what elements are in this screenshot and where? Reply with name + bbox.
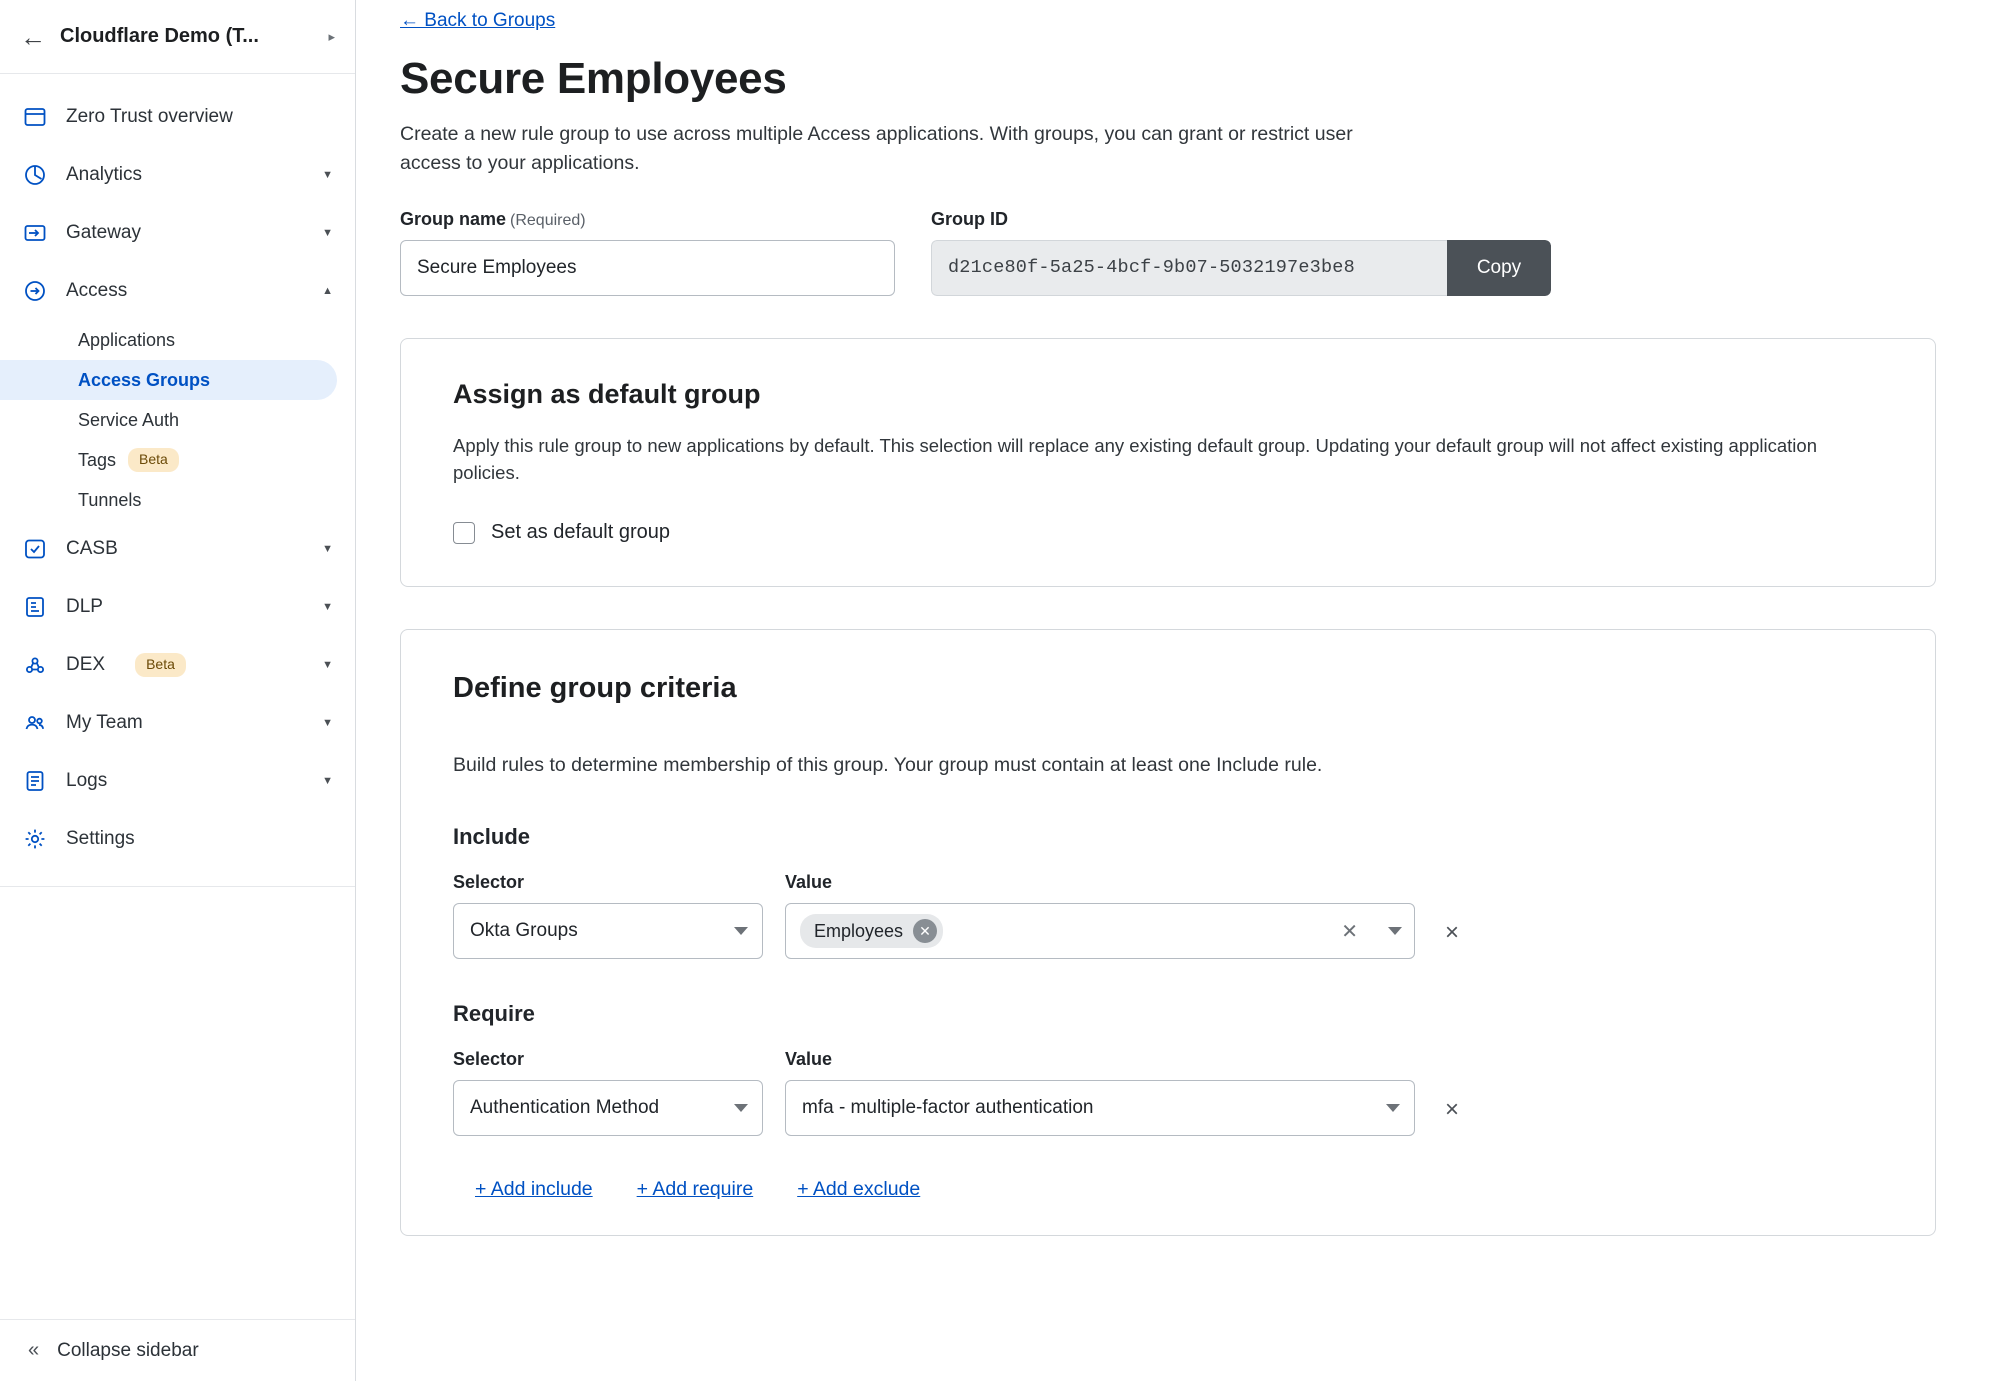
chevron-down-icon[interactable]: ▼ xyxy=(322,601,333,613)
include-selector-label: Selector xyxy=(453,872,525,893)
back-to-groups-link[interactable]: ← Back to Groups xyxy=(400,10,556,31)
include-heading: Include xyxy=(453,824,531,850)
set-default-group-row[interactable] xyxy=(453,521,1883,544)
assign-default-group-card xyxy=(400,338,1936,588)
chevron-down-icon[interactable]: ▼ xyxy=(322,717,333,729)
include-value-chip-label: Employees xyxy=(814,920,904,941)
include-value-chip[interactable] xyxy=(800,914,943,948)
include-rule-row xyxy=(453,872,1883,959)
copy-button[interactable]: Copy xyxy=(1447,240,1551,296)
page-description: Create a new rule group to use across multiple Access applications. With groups, you can grant or restrict user access to your applications. xyxy=(400,123,1353,175)
group-id-label: Group ID xyxy=(931,208,1008,229)
sidebar-item-label: Access xyxy=(66,280,128,301)
sidebar-item-label: Settings xyxy=(66,828,135,849)
include-selector-dropdown[interactable] xyxy=(453,903,763,959)
page-title: Secure Employees xyxy=(400,54,787,103)
group-id-value: d21ce80f-5a25-4bcf-9b07-5032197e3be8 xyxy=(931,240,1447,296)
sidebar-item-label: Analytics xyxy=(66,164,143,185)
set-default-group-checkbox[interactable] xyxy=(453,522,475,544)
require-selector-label: Selector xyxy=(453,1049,525,1070)
sidebar-item-label: DLP xyxy=(66,596,103,617)
beta-badge: Beta xyxy=(128,448,179,472)
overview-icon xyxy=(22,104,48,130)
gear-icon xyxy=(22,826,48,852)
include-value-multiselect[interactable] xyxy=(785,903,1415,959)
require-selector-group xyxy=(453,1049,763,1136)
require-heading: Require xyxy=(453,1001,535,1027)
add-rule-links xyxy=(453,1178,1883,1201)
group-name-label-text: Group name xyxy=(400,208,507,229)
require-value-value: mfa - multiple-factor authentication xyxy=(802,1097,1094,1119)
group-id-field xyxy=(931,209,1551,296)
gateway-icon xyxy=(22,220,48,246)
chevron-up-icon[interactable]: ▲ xyxy=(322,285,333,297)
analytics-icon xyxy=(22,162,48,188)
add-include-link[interactable]: + Add include xyxy=(475,1178,593,1201)
remove-require-rule-icon[interactable]: × xyxy=(1445,1096,1460,1124)
clear-selection-icon[interactable]: ✕ xyxy=(1341,920,1358,943)
group-name-required-note: (Required) xyxy=(510,211,586,229)
remove-include-rule-icon[interactable]: × xyxy=(1445,919,1460,947)
include-selector-value: Okta Groups xyxy=(470,920,578,942)
dlp-icon xyxy=(22,594,48,620)
set-default-group-label: Set as default group xyxy=(491,521,671,543)
sidebar-subitem-label: Tunnels xyxy=(78,489,142,510)
define-group-criteria-title: Define group criteria xyxy=(453,672,737,704)
assign-default-group-title: Assign as default group xyxy=(453,378,761,409)
chevron-down-icon[interactable]: ▼ xyxy=(322,169,333,181)
chevrons-left-icon: « xyxy=(28,1339,40,1361)
sidebar-item-gateway[interactable] xyxy=(0,204,355,262)
sidebar-item-casb[interactable] xyxy=(0,520,355,578)
collapse-sidebar-label: Collapse sidebar xyxy=(57,1339,199,1361)
sidebar-item-service-auth[interactable] xyxy=(0,400,337,440)
sidebar-item-access[interactable] xyxy=(0,262,355,320)
sidebar-item-settings[interactable] xyxy=(0,810,355,868)
sidebar-nav xyxy=(0,74,355,1381)
require-value-dropdown[interactable] xyxy=(785,1080,1415,1136)
chevron-right-icon[interactable]: ▸ xyxy=(328,28,335,44)
group-id-copy-wrap xyxy=(931,240,1551,296)
add-require-link[interactable]: + Add require xyxy=(636,1178,754,1201)
sidebar-item-label: My Team xyxy=(66,712,143,733)
sidebar-divider xyxy=(0,886,355,887)
include-value-group xyxy=(785,872,1415,959)
chevron-down-icon xyxy=(734,927,748,935)
require-rule-row xyxy=(453,1049,1883,1136)
logs-icon xyxy=(22,768,48,794)
casb-icon xyxy=(22,536,48,562)
require-value-label: Value xyxy=(785,1049,833,1070)
chevron-down-icon[interactable] xyxy=(1388,927,1402,935)
group-name-label xyxy=(400,209,895,230)
sidebar-item-dlp[interactable] xyxy=(0,578,355,636)
chevron-down-icon[interactable]: ▼ xyxy=(322,543,333,555)
sidebar-item-applications[interactable] xyxy=(0,320,337,360)
sidebar-item-label: Gateway xyxy=(66,222,141,243)
sidebar-item-tags[interactable] xyxy=(0,440,337,480)
sidebar-item-label: CASB xyxy=(66,538,118,559)
add-exclude-link[interactable]: + Add exclude xyxy=(797,1178,921,1201)
team-icon xyxy=(22,710,48,736)
sidebar-item-analytics[interactable] xyxy=(0,146,355,204)
group-identity-row xyxy=(400,209,1936,296)
require-selector-value: Authentication Method xyxy=(470,1097,660,1119)
group-name-input[interactable] xyxy=(400,240,895,296)
sidebar-item-dex[interactable] xyxy=(0,636,355,694)
chevron-down-icon[interactable]: ▼ xyxy=(322,659,333,671)
sidebar xyxy=(0,0,356,1381)
beta-badge: Beta xyxy=(135,653,186,677)
assign-default-group-description: Apply this rule group to new applications by default. This selection will replace any existing default group. Updating your default group will not affect existing application policies. xyxy=(453,434,1817,484)
chevron-down-icon[interactable]: ▼ xyxy=(322,775,333,787)
collapse-sidebar-button[interactable] xyxy=(0,1319,355,1381)
sidebar-subitem-label: Access Groups xyxy=(78,369,211,390)
sidebar-item-my-team[interactable] xyxy=(0,694,355,752)
sidebar-subitem-label: Tags xyxy=(78,449,117,470)
sidebar-subitem-label: Applications xyxy=(78,329,176,350)
main-content xyxy=(356,0,1999,1381)
chip-remove-icon[interactable]: ✕ xyxy=(913,919,937,943)
sidebar-item-label: Logs xyxy=(66,770,108,791)
define-group-criteria-card xyxy=(400,629,1936,1236)
require-value-group xyxy=(785,1049,1415,1136)
sidebar-item-zero-trust-overview[interactable] xyxy=(0,88,355,146)
sidebar-header xyxy=(0,0,355,74)
arrow-left-icon[interactable]: ← xyxy=(20,21,46,52)
access-icon xyxy=(22,278,48,304)
require-selector-dropdown[interactable] xyxy=(453,1080,763,1136)
chevron-down-icon[interactable]: ▼ xyxy=(322,227,333,239)
sidebar-item-logs[interactable] xyxy=(0,752,355,810)
sidebar-item-access-groups[interactable] xyxy=(0,360,337,400)
sidebar-subitem-label: Service Auth xyxy=(78,409,180,430)
group-name-field xyxy=(400,209,895,296)
define-group-criteria-description: Build rules to determine membership of this group. Your group must contain at least one Include rule. xyxy=(453,754,1323,776)
chevron-down-icon xyxy=(734,1104,748,1112)
include-selector-group xyxy=(453,872,763,959)
account-title: Cloudflare Demo (T... xyxy=(60,25,259,47)
sidebar-item-label: DEX xyxy=(66,654,106,675)
chevron-down-icon xyxy=(1386,1104,1400,1112)
dex-icon xyxy=(22,652,48,678)
include-value-label: Value xyxy=(785,872,833,893)
sidebar-item-label: Zero Trust overview xyxy=(66,106,233,127)
sidebar-item-tunnels[interactable] xyxy=(0,480,337,520)
